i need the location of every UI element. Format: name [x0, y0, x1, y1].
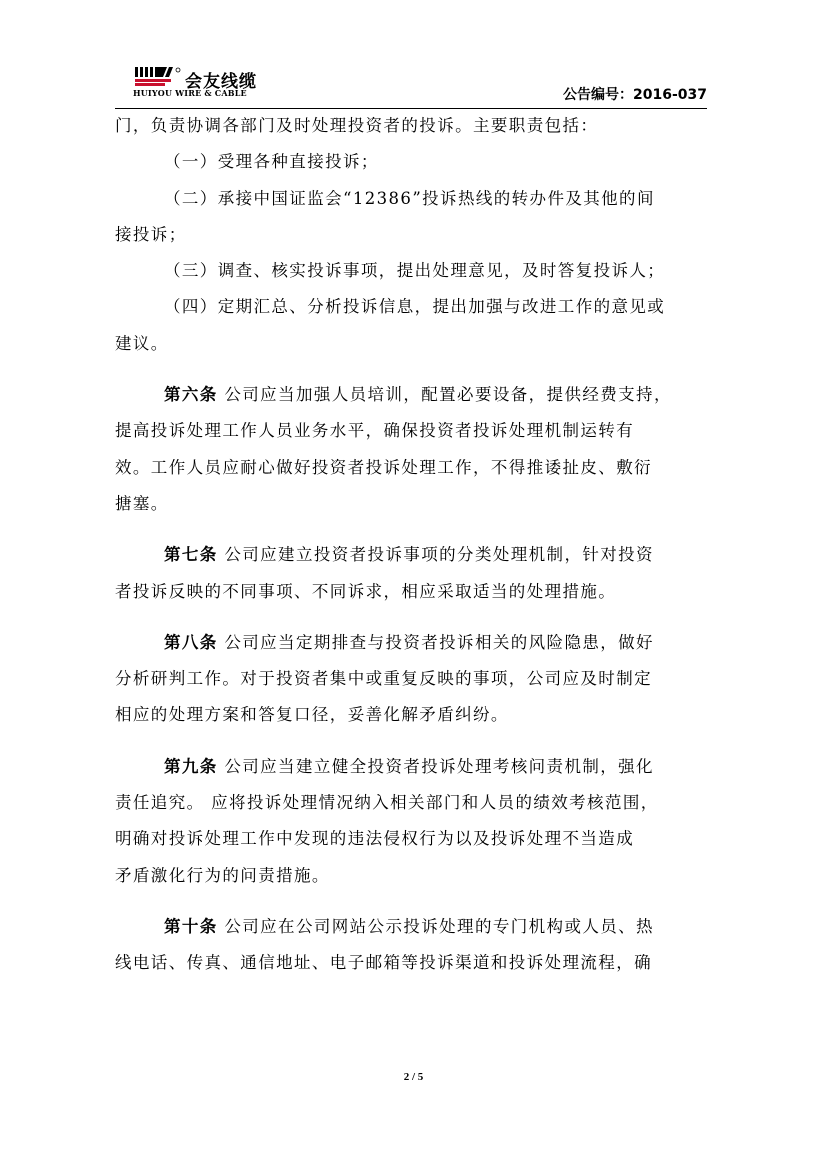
logo-english-name: HUIYOU WIRE & CABLE: [133, 88, 247, 98]
text-line: 建议。: [115, 333, 169, 353]
article-line: [115, 749, 707, 785]
list-item-line: （四）定期汇总、分析投诉信息，提出加强与改进工作的意见或: [164, 297, 666, 317]
text-line: 矛盾激化行为的问责措施。: [115, 865, 330, 885]
article-number: 第十条: [164, 916, 218, 936]
article-text: 公司应当建立健全投资者投诉处理考核问责机制，强化: [224, 756, 654, 776]
article-number: 第九条: [164, 756, 218, 776]
list-item-line: （二）承接中国证监会“12386”投诉热线的转办件及其他的间: [164, 188, 655, 208]
page-number: 2 / 5: [403, 1071, 424, 1083]
article-number: 第八条: [164, 632, 218, 652]
company-logo: [133, 65, 333, 105]
logo-mark-icon: [133, 65, 181, 89]
text-line: 提高投诉处理工作人员业务水平，确保投资者投诉处理机制运转有: [115, 421, 635, 441]
page-header: [115, 65, 707, 109]
article-text: 公司应在公司网站公示投诉处理的专门机构或人员、热: [224, 916, 654, 936]
article-number: 第七条: [164, 545, 218, 565]
article-line: [115, 909, 707, 945]
text-line: 搪塞。: [115, 493, 169, 513]
text-line: 接投诉；: [115, 224, 187, 244]
text-line: 效。工作人员应耐心做好投资者投诉处理工作，不得推诿扯皮、敷衍: [115, 457, 652, 477]
text-line: 明确对投诉处理工作中发现的违法侵权行为以及投诉处理不当造成: [115, 829, 635, 849]
article-text: 公司应当定期排查与投资者投诉相关的风险隐患，做好: [224, 632, 654, 652]
text-line: 责任追究。 应将投诉处理情况纳入相关部门和人员的绩效考核范围，: [115, 793, 659, 813]
announcement-number: 公告编号：2016-037: [563, 87, 707, 103]
article-line: [115, 377, 707, 413]
text-line: 线电话、传真、通信地址、电子邮箱等投诉渠道和投诉处理流程，确: [115, 953, 652, 973]
article-line: [115, 625, 707, 661]
text-line: 者投诉反映的不同事项、不同诉求，相应采取适当的处理措施。: [115, 581, 617, 601]
logo-chinese-name: 会友线缆: [185, 72, 257, 92]
list-item-line: （三）调查、核实投诉事项，提出处理意见，及时答复投诉人；: [164, 261, 666, 281]
document-body: [115, 108, 707, 982]
list-item-line: （一）受理各种直接投诉；: [164, 152, 379, 172]
text-line: 分析研判工作。对于投资者集中或重复反映的事项，公司应及时制定: [115, 669, 652, 689]
article-text: 公司应当加强人员培训，配置必要设备，提供经费支持，: [224, 385, 672, 405]
article-text: 公司应建立投资者投诉事项的分类处理机制，针对投资: [224, 545, 654, 565]
article-number: 第六条: [164, 385, 218, 405]
text-line: 门，负责协调各部门及时处理投资者的投诉。主要职责包括：: [115, 116, 599, 135]
text-line: 相应的处理方案和答复口径，妥善化解矛盾纠纷。: [115, 705, 509, 725]
article-line: [115, 537, 707, 573]
